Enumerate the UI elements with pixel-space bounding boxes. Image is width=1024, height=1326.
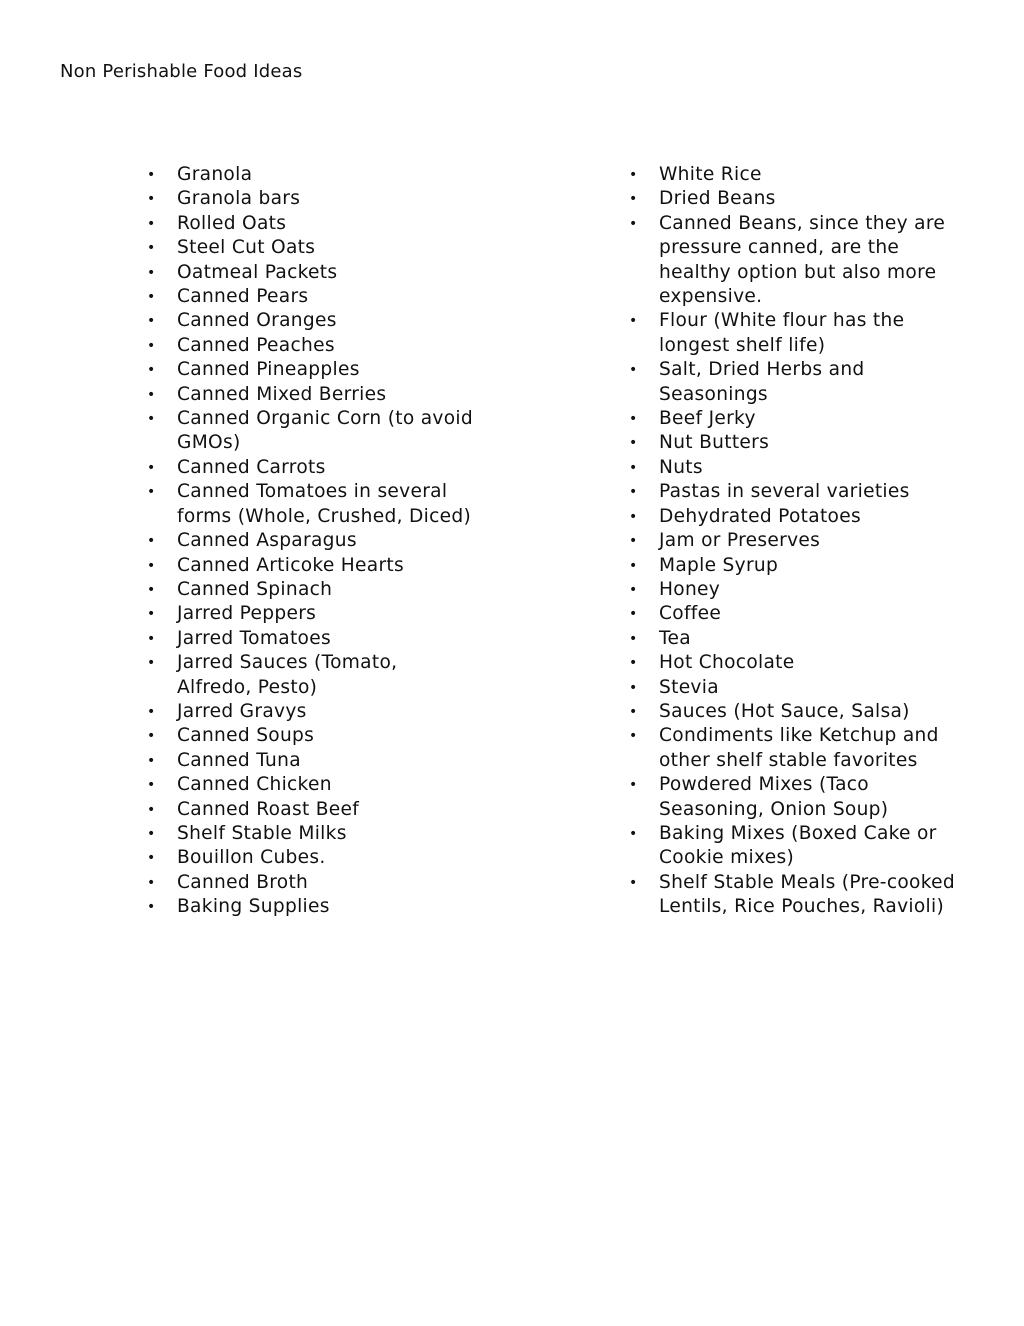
- bullet-icon: •: [147, 289, 156, 306]
- list-item-text: Canned Articoke Hearts: [177, 554, 405, 576]
- list-item: [145, 236, 473, 260]
- bullet-icon: •: [147, 533, 156, 550]
- bullet-icon: •: [147, 752, 156, 769]
- bullet-icon: •: [147, 874, 156, 891]
- list-item-text: Canned Carrots: [177, 456, 326, 478]
- list-item-text: Salt, Dried Herbs and Seasonings: [659, 359, 865, 405]
- bullet-icon: •: [147, 264, 156, 281]
- list-item: [627, 822, 955, 871]
- list-item: [145, 578, 473, 602]
- list-item: [145, 480, 473, 529]
- bullet-icon: •: [147, 825, 156, 842]
- list-item: [627, 212, 955, 310]
- bullet-icon: •: [147, 337, 156, 354]
- list-item-text: Nuts: [659, 456, 703, 478]
- list-item: [145, 798, 473, 822]
- bullet-icon: •: [629, 777, 638, 794]
- list-item-text: Canned Pears: [177, 286, 309, 308]
- bullet-icon: •: [147, 655, 156, 672]
- list-item: [627, 431, 955, 455]
- list-item: [145, 822, 473, 846]
- list-item: [145, 627, 473, 651]
- list-item-text: Jam or Preserves: [659, 530, 821, 552]
- list-item-text: Canned Broth: [177, 871, 309, 893]
- list-item-text: Canned Mixed Berries: [177, 383, 387, 405]
- bullet-icon: •: [147, 459, 156, 476]
- list-item: [145, 871, 473, 895]
- list-item: [627, 456, 955, 480]
- document-title: Non Perishable Food Ideas: [60, 61, 303, 82]
- list-item: [627, 602, 955, 626]
- bullet-icon: •: [629, 655, 638, 672]
- bullet-icon: •: [147, 386, 156, 403]
- list-item-text: Steel Cut Oats: [177, 237, 316, 259]
- list-item-text: Baking Mixes (Boxed Cake or Cookie mixes): [659, 822, 937, 869]
- list-item-text: Jarred Gravys: [177, 700, 307, 722]
- list-item: [145, 163, 473, 187]
- list-item-text: Coffee: [659, 603, 722, 625]
- list-item: [627, 700, 955, 724]
- bullet-icon: •: [629, 167, 638, 183]
- bullet-icon: •: [629, 313, 638, 330]
- list-item: [145, 554, 473, 578]
- list-item: [627, 871, 955, 920]
- list-item-text: Sauces (Hot Sauce, Salsa): [659, 700, 910, 722]
- list-item: [145, 358, 473, 382]
- list-item: [627, 676, 955, 700]
- list-item-text: Canned Pineapples: [177, 359, 360, 381]
- list-item: [145, 895, 473, 919]
- bullet-icon: •: [147, 703, 156, 720]
- left-food-list: [145, 163, 473, 920]
- list-item: [145, 383, 473, 407]
- bullet-icon: •: [147, 899, 156, 916]
- list-item-text: Canned Peaches: [177, 334, 335, 356]
- list-item: [145, 749, 473, 773]
- list-item: [145, 724, 473, 748]
- right-food-list: [627, 163, 955, 920]
- list-item-text: Jarred Peppers: [177, 603, 317, 625]
- list-item-text: Honey: [659, 578, 721, 600]
- list-item-text: Jarred Sauces (Tomato, Alfredo, Pesto): [177, 652, 398, 698]
- list-item-text: Baking Supplies: [177, 896, 330, 918]
- list-item-text: Canned Chicken: [177, 774, 332, 796]
- list-item: [145, 602, 473, 626]
- list-item: [627, 480, 955, 504]
- list-item: [627, 578, 955, 602]
- list-item: [145, 529, 473, 553]
- bullet-icon: •: [147, 630, 156, 647]
- list-item: [145, 212, 473, 236]
- list-item: [627, 187, 955, 211]
- bullet-icon: •: [147, 606, 156, 623]
- list-item: [145, 700, 473, 724]
- list-item: [145, 773, 473, 797]
- list-item: [627, 407, 955, 431]
- list-item-text: Beef Jerky: [659, 408, 756, 430]
- bullet-icon: •: [147, 557, 156, 574]
- list-item-text: Canned Spinach: [177, 578, 333, 600]
- list-item-text: Canned Beans, since they are pressure canned, are the healthy option but also more expensive.: [659, 212, 946, 308]
- list-item-text: Flour (White flour has the longest shelf life): [659, 310, 905, 356]
- bullet-icon: •: [629, 508, 638, 525]
- list-item-text: Rolled Oats: [177, 212, 287, 234]
- list-item: [145, 651, 473, 700]
- list-item: [145, 334, 473, 358]
- list-item-text: White Rice: [659, 164, 762, 185]
- list-item: [627, 529, 955, 553]
- bullet-icon: •: [147, 313, 156, 330]
- bullet-icon: •: [147, 777, 156, 794]
- list-item: [627, 358, 955, 407]
- list-item-text: Dehydrated Potatoes: [659, 505, 861, 527]
- bullet-icon: •: [147, 191, 156, 208]
- bullet-icon: •: [147, 215, 156, 232]
- bullet-icon: •: [629, 557, 638, 574]
- list-item: [627, 724, 955, 773]
- bullet-icon: •: [147, 484, 156, 501]
- bullet-icon: •: [629, 825, 638, 842]
- list-item-text: Granola bars: [177, 188, 301, 210]
- list-item-text: Canned Tuna: [177, 749, 301, 771]
- bullet-icon: •: [629, 484, 638, 501]
- list-item: [145, 846, 473, 870]
- list-item-text: Canned Soups: [177, 725, 315, 747]
- bullet-icon: •: [629, 581, 638, 598]
- bullet-icon: •: [629, 703, 638, 720]
- list-item-text: Powdered Mixes (Taco Seasoning, Onion Soup): [659, 774, 889, 820]
- bullet-icon: •: [629, 362, 638, 379]
- list-item-text: Bouillon Cubes.: [177, 847, 326, 869]
- bullet-icon: •: [629, 874, 638, 891]
- list-item: [145, 261, 473, 285]
- list-item: [145, 285, 473, 309]
- list-item: [145, 187, 473, 211]
- list-item-text: Pastas in several varieties: [659, 481, 910, 503]
- list-item-text: Canned Oranges: [177, 310, 337, 332]
- list-item-text: Oatmeal Packets: [177, 261, 338, 283]
- list-item-text: Shelf Stable Milks: [177, 822, 347, 844]
- bullet-icon: •: [629, 630, 638, 647]
- list-item-text: Hot Chocolate: [659, 652, 795, 674]
- bullet-icon: •: [629, 459, 638, 476]
- bullet-icon: •: [629, 435, 638, 452]
- bullet-icon: •: [147, 581, 156, 598]
- list-item: [627, 163, 955, 187]
- list-item-text: Nut Butters: [659, 432, 770, 454]
- bullet-icon: •: [629, 606, 638, 623]
- list-item: [627, 627, 955, 651]
- list-item: [145, 309, 473, 333]
- list-item-text: Granola: [177, 164, 253, 185]
- list-item-text: Canned Asparagus: [177, 530, 357, 552]
- list-item-text: Canned Tomatoes in several forms (Whole, Crushed, Diced): [177, 481, 472, 527]
- list-item-text: Tea: [659, 627, 691, 649]
- list-item: [627, 505, 955, 529]
- bullet-icon: •: [629, 215, 638, 232]
- list-item: [627, 773, 955, 822]
- list-item: [145, 456, 473, 480]
- list-item: [627, 651, 955, 675]
- bullet-icon: •: [147, 411, 156, 428]
- bullet-icon: •: [147, 850, 156, 867]
- list-item: [627, 309, 955, 358]
- list-item-text: Jarred Tomatoes: [177, 627, 331, 649]
- bullet-icon: •: [629, 191, 638, 208]
- bullet-icon: •: [147, 728, 156, 745]
- list-item-text: Stevia: [659, 676, 719, 698]
- list-item: [145, 407, 473, 456]
- list-item-text: Shelf Stable Meals (Pre-cooked Lentils, Rice Pouches, Ravioli): [659, 871, 955, 918]
- list-item-text: Canned Roast Beef: [177, 798, 360, 820]
- bullet-icon: •: [147, 801, 156, 818]
- bullet-icon: •: [629, 679, 638, 696]
- bullet-icon: •: [629, 728, 638, 745]
- bullet-icon: •: [147, 240, 156, 257]
- bullet-icon: •: [147, 167, 156, 183]
- list-item-text: Canned Organic Corn (to avoid GMOs): [177, 408, 473, 454]
- list-item-text: Dried Beans: [659, 188, 776, 210]
- bullet-icon: •: [629, 533, 638, 550]
- bullet-icon: •: [147, 362, 156, 379]
- list-item-text: Condiments like Ketchup and other shelf stable favorites: [659, 725, 939, 771]
- list-item-text: Maple Syrup: [659, 554, 779, 576]
- list-item: [627, 554, 955, 578]
- bullet-icon: •: [629, 411, 638, 428]
